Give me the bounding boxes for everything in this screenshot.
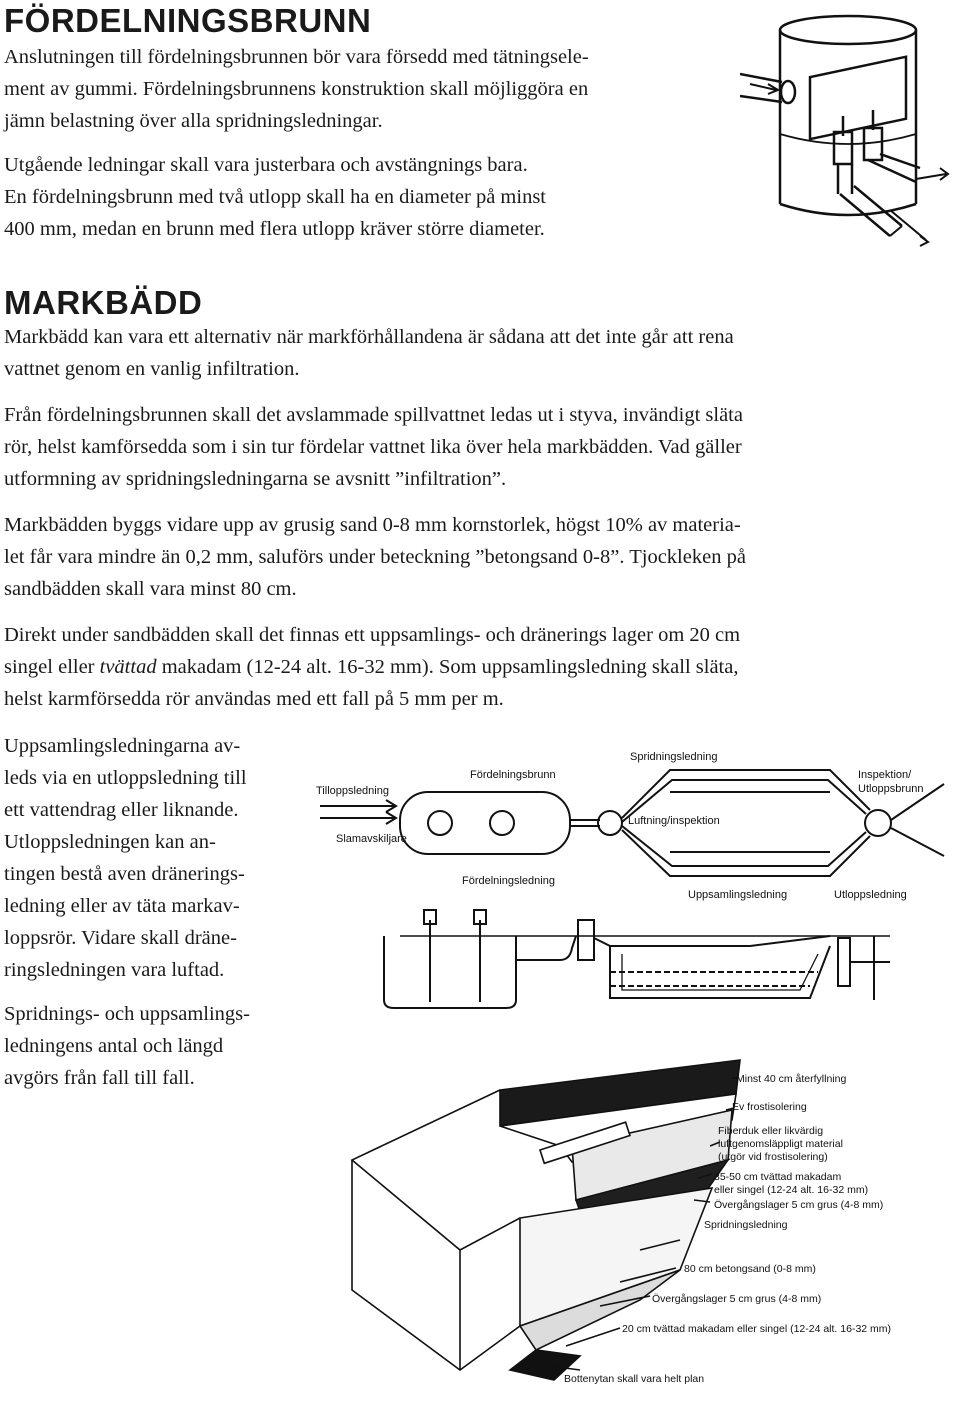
label-spridningsledning: Spridningsledning: [704, 1219, 788, 1231]
text-line: ringsledningen vara luftad.: [4, 959, 225, 981]
text-fragment: singel eller: [4, 656, 100, 678]
text-line: loppsrör. Vidare skall dräne-: [4, 927, 237, 949]
text-line: Utloppsledningen kan an-: [4, 831, 216, 853]
label-fiberduk: Fiberduk eller likvärdig: [718, 1125, 824, 1137]
markbadd-cross-section-diagram: [340, 1050, 946, 1400]
heading-fordelningsbrunn: FÖRDELNINGSBRUNN: [4, 2, 372, 39]
label-makadam-35-50: 35-50 cm tvättad makadam: [714, 1171, 842, 1183]
text-line: Från fördelningsbrunnen skall det avslammade spillvattnet ledas ut i styva, invändigt släta: [4, 404, 743, 426]
text-line: vattnet genom en vanlig infiltration.: [4, 358, 300, 380]
label-luftning-inspektion: Luftning/inspektion: [628, 815, 720, 827]
label-spridningsledning: Spridningsledning: [630, 751, 718, 763]
text-line: Spridnings- och uppsamlings-: [4, 1003, 250, 1025]
text-line: ett vattendrag eller liknande.: [4, 799, 239, 821]
text-line: ledning eller av täta markav-: [4, 895, 240, 917]
paragraph-utgaende: [4, 149, 734, 245]
label-fordelningsbrunn: Fördelningsbrunn: [470, 769, 556, 781]
text-emphasis: tvättad: [99, 656, 157, 678]
text-line: Utgående ledningar skall vara justerbara och avstängnings bara.: [4, 154, 528, 176]
label-tilloppsledning: Tilloppsledning: [316, 785, 389, 797]
distribution-well-illustration: [740, 4, 956, 252]
paragraph-antal-langd: [4, 998, 304, 1094]
text-line: tingen bestå aven dränerings-: [4, 863, 245, 885]
text-line: ledningens antal och längd: [4, 1035, 224, 1057]
text-line: jämn belastning över alla spridningsledningar.: [4, 110, 383, 132]
text-line: Anslutningen till fördelningsbrunnen bör vara försedd med tätningsele-: [4, 46, 589, 68]
text-fragment: makadam (12-24 alt. 16-32 mm). Som uppsamlingsledning skall släta,: [156, 656, 739, 678]
text-line: 400 mm, medan en brunn med flera utlopp kräver större diameter.: [4, 218, 545, 240]
text-line: ment av gummi. Fördelningsbrunnens konstruktion skall möjliggöra en: [4, 78, 589, 100]
label-utgor-frostisolering: (utgör vid frostisolering): [718, 1151, 828, 1163]
label-bottenytan: Bottenytan skall vara helt plan: [564, 1373, 705, 1385]
label-luftgenomslappligt: luftgenomsläppligt material: [718, 1138, 843, 1150]
label-aterfyllning: Minst 40 cm återfyllning: [736, 1073, 847, 1085]
text-line: sandbädden skall vara minst 80 cm.: [4, 578, 297, 600]
paragraph-anslutning: [4, 41, 734, 137]
label-tvattad-makadam-20: 20 cm tvättad makadam eller singel (12-24 alt. 16-32 mm): [622, 1323, 892, 1335]
label-frostisolering: Ev frostisolering: [732, 1101, 807, 1113]
text-line: Direkt under sandbädden skall det finnas ett uppsamlings- och dränerings lager om 20 cm: [4, 624, 741, 646]
text-line: Uppsamlingsledningarna av-: [4, 735, 241, 757]
label-fordelningsledning: Fördelningsledning: [462, 875, 555, 887]
label-betongsand: 80 cm betongsand (0-8 mm): [684, 1263, 816, 1275]
paragraph-uppsamlingsledningarna: [4, 730, 304, 986]
label-singel-12-24: eller singel (12-24 alt. 16-32 mm): [714, 1184, 869, 1196]
text-line: avgörs från fall till fall.: [4, 1067, 195, 1089]
label-overgangslager-ovre: Övergångslager 5 cm grus (4-8 mm): [714, 1199, 884, 1211]
markbadd-plan-diagram: [310, 740, 950, 1040]
paragraph-uppbyggnad: [4, 509, 940, 605]
label-uppsamlingsledning: Uppsamlingsledning: [688, 889, 788, 901]
text-line: utformning av spridningsledningarna se avsnitt ”infiltration”.: [4, 468, 507, 490]
heading-markbadd: MARKBÄDD: [4, 284, 203, 321]
paragraph-markbadd-alternativ: [4, 321, 940, 385]
label-utloppsledning: Utloppsledning: [834, 889, 907, 901]
label-inspektion: Inspektion/: [858, 769, 912, 781]
label-utloppsbrunn: Utloppsbrunn: [858, 783, 924, 795]
text-line: En fördelningsbrunn med två utlopp skall ha en diameter på minst: [4, 186, 546, 208]
text-line: helst karmförsedda rör användas med ett fall på 5 mm per m.: [4, 688, 504, 710]
paragraph-fordelningsbrunnen: [4, 399, 940, 495]
text-line: Markbädden byggs vidare upp av grusig sand 0-8 mm kornstorlek, högst 10% av materia-: [4, 514, 741, 536]
label-overgangslager-undre: Övergångslager 5 cm grus (4-8 mm): [652, 1293, 822, 1305]
label-slamavskiljare: Slamavskiljare: [336, 833, 407, 845]
text-line: rör, helst kamförsedda som i sin tur fördelar vattnet lika över hela markbädden. Vad gäller: [4, 436, 742, 458]
text-line: leds via en utloppsledning till: [4, 767, 247, 789]
text-line: [4, 651, 940, 683]
text-line: let får vara mindre än 0,2 mm, saluförs under beteckning ”betongsand 0-8”. Tjockleken på: [4, 546, 746, 568]
paragraph-dranering: [4, 619, 940, 715]
text-line: Markbädd kan vara ett alternativ när markförhållandena är sådana att det inte går att rena: [4, 326, 734, 348]
